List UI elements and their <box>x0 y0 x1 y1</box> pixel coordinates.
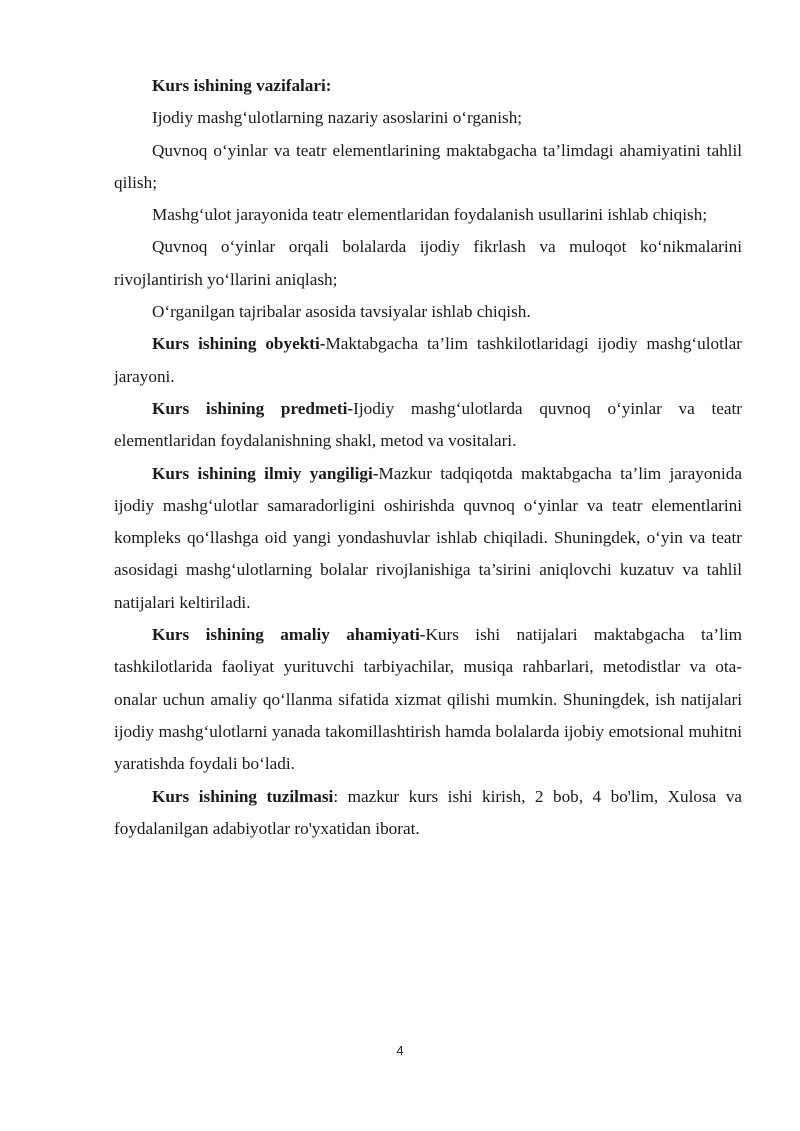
practical-text: Kurs ishi natijalari maktabgacha ta’lim tashkilotlarida faoliyat yurituvchi tarbiyachilar, musiqa rahbarlari, metodistlar va ota-onalar uchun amaliy qo‘llanma sifatida xizmat qilishi mumkin. Shuningdek, ish natijalari ijodiy mashg‘ulotlarni yanada takomillashtirish hamda bolalarda ijobiy emotsional muhitni yaratishda foydali bo‘ladi. <box>114 625 742 774</box>
task-item: Mashg‘ulot jarayonida teatr elementlaridan foydalanish usullarini ishlab chiqish; <box>152 205 708 225</box>
practical-paragraph <box>114 619 742 780</box>
task-item: Ijodiy mashg‘ulotlarning nazariy asoslarini o‘rganish; <box>152 108 523 128</box>
task-item: Quvnoq o‘yinlar va teatr elementlarining maktabgacha ta’limdagi ahamiyatini tahlil qilish; <box>114 140 742 192</box>
practical-label: Kurs ishining amaliy ahamiyati- <box>152 625 426 645</box>
subject-label: Kurs ishining predmeti- <box>152 398 354 418</box>
task-item: Quvnoq o‘yinlar orqali bolalarda ijodiy fikrlash va muloqot ko‘nikmalarini rivojlantirish yo‘llarini aniqlash; <box>114 237 742 289</box>
page-number: 4 <box>396 1043 404 1058</box>
task-item: O‘rganilgan tajribalar asosida tavsiyalar ishlab chiqish. <box>152 302 531 322</box>
structure-text: : mazkur kurs ishi kirish, 2 bob, 4 bo'lim, Xulosa va foydalanilgan adabiyotlar ro'yxatidan iborat. <box>114 786 742 838</box>
structure-paragraph <box>114 781 742 846</box>
object-text: Maktabgacha ta’lim tashkilotlaridagi ijodiy mashg‘ulotlar jarayoni. <box>114 334 743 386</box>
object-label: Kurs ishining obyekti- <box>152 334 326 354</box>
subject-paragraph <box>114 393 742 458</box>
novelty-paragraph <box>114 458 742 619</box>
structure-label: Kurs ishining tuzilmasi <box>152 786 334 806</box>
object-paragraph <box>114 328 742 393</box>
subject-text: Ijodiy mashg‘ulotlarda quvnoq o‘yinlar va teatr elementlaridan foydalanishning shakl, metod va vositalari. <box>114 398 742 451</box>
novelty-text: Mazkur tadqiqotda maktabgacha ta’lim jarayonida ijodiy mashg‘ulotlar samaradorligini oshirishda quvnoq o‘yinlar va teatr elementlarini kompleks qo‘llashga oid yangi yondashuvlar ishlab chiqiladi. Shuningdek, o‘yin va teatr asosidagi mashg‘ulotlarning bolalar rivojlanishiga ta’sirini aniqlovchi kuzatuv va tahlil natijalari keltiriladi. <box>114 463 742 612</box>
novelty-label: Kurs ishining ilmiy yangiligi- <box>152 463 379 483</box>
tasks-heading: Kurs ishining vazifalari: <box>152 76 332 95</box>
document-page <box>114 70 742 845</box>
